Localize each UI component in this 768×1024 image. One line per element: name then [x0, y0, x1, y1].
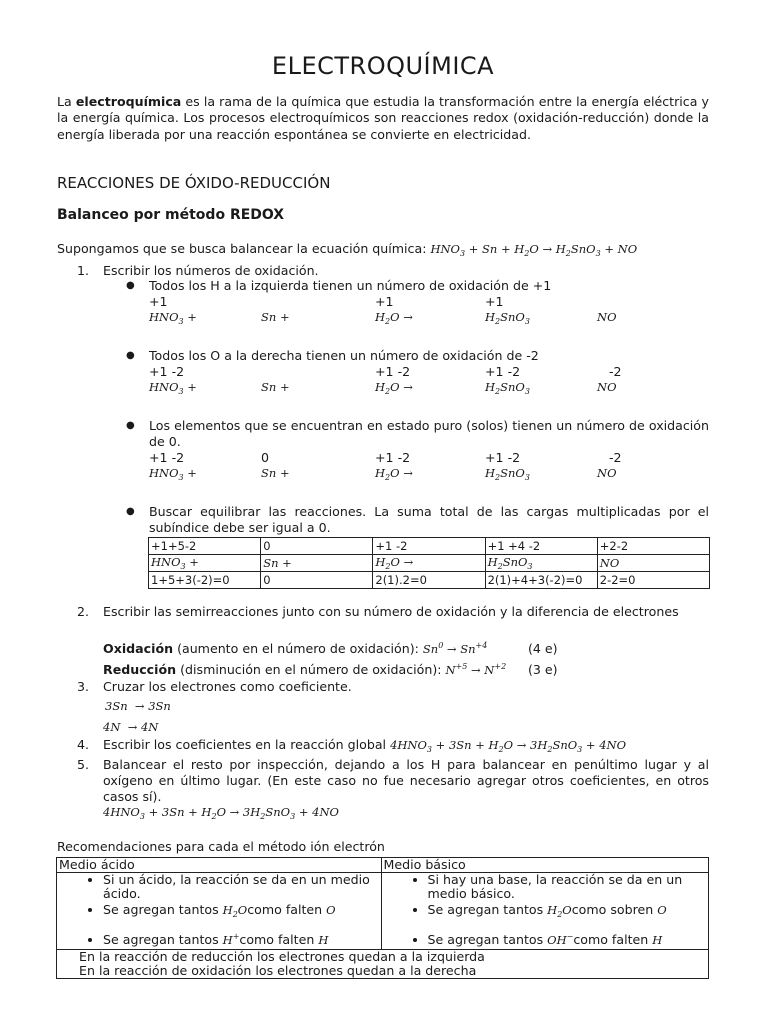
reduction-label: Reducción [103, 662, 177, 677]
reduction-equation: $N^{+5} \to N^{+2}$ [445, 662, 507, 677]
list-text: como sobren [571, 902, 658, 917]
ox-value: +1 -2 [485, 450, 521, 465]
step-3-number: 3. [77, 679, 90, 694]
intro-paragraph [57, 94, 709, 143]
ox-value: +1 [375, 294, 394, 309]
table-cell: +2-2 [597, 538, 709, 555]
bullet-icon: ● [126, 350, 135, 361]
list-text: como falten [247, 902, 327, 917]
ox-value: -2 [609, 450, 622, 465]
table-row [149, 555, 710, 572]
ox-value: +1 -2 [149, 364, 185, 379]
table-cell: $H_2O$ → [373, 555, 485, 572]
redox-balance-table [148, 537, 710, 589]
acid-medium-header: Medio ácido [57, 858, 382, 873]
list-item: • Si un ácido, la reacción se da en un medio ácido. [103, 873, 379, 901]
list-text: como falten [573, 932, 653, 947]
oxidation-label: Oxidación [103, 641, 174, 656]
ox-value: +1 -2 [485, 364, 521, 379]
bullet-icon: ● [126, 280, 135, 291]
table-cell: NO [597, 555, 709, 572]
list-text: Se agregan tantos [103, 932, 223, 947]
table-cell: 1+5+3(-2)=0 [149, 572, 261, 589]
list-item: • Si hay una base, la reacción se da en un medio básico. [428, 873, 707, 901]
list-item: • Se agregan tantos H+como falten H [103, 930, 379, 947]
step-1-number: 1. [77, 263, 90, 278]
recommend-title: Recomendaciones para cada el método ión electrón [57, 839, 385, 854]
formula-row-2: $HNO_3$ + Sn + $H_2O$ → $H_2SnO_3$ NO [149, 380, 617, 396]
step-4-number: 4. [77, 737, 90, 752]
list-item: • Se agregan tantos OH−como falten H [428, 930, 707, 947]
table-cell: +1+5-2 [149, 538, 261, 555]
ox-value: +1 -2 [375, 450, 411, 465]
bullet-icon: ● [126, 506, 135, 517]
list-text: Se agregan tantos [427, 902, 548, 917]
oxidation-line [103, 641, 487, 656]
bullet-2-text: Todos los O a la derecha tienen un número de oxidación de -2 [149, 348, 539, 363]
reduction-electrons: (3 e) [528, 662, 558, 677]
table-cell: 0 [261, 538, 373, 555]
electron-rules-cell [57, 950, 709, 979]
bullet-4-text: Buscar equilibrar las reacciones. La suma total de las cargas multiplicadas por el subíndice debe ser igual a 0. [149, 504, 709, 535]
reduction-desc: (disminución en el número de oxidación): [176, 662, 446, 677]
reduction-line [103, 662, 506, 677]
basic-medium-cell [381, 873, 709, 950]
acid-medium-cell [57, 873, 382, 950]
section-title: REACCIONES DE ÓXIDO-REDUCCIÓN [57, 174, 331, 192]
bullet-icon: ● [126, 420, 135, 431]
subsection-title: Balanceo por método REDOX [57, 207, 285, 223]
bullet-1-text: Todos los H a la izquierda tienen un número de oxidación de +1 [149, 278, 552, 293]
table-cell: +1 +4 -2 [485, 538, 597, 555]
list-item: • Se agregan tantos $H_2Ocomo$ falten O [103, 903, 379, 922]
table-cell: 0 [261, 572, 373, 589]
table-cell: +1 -2 [373, 538, 485, 555]
suppose-line [57, 241, 637, 258]
list-text: Se agregan tantos [427, 932, 548, 947]
table-row [57, 950, 709, 979]
intro-bold-term: electroquímica [75, 94, 182, 109]
table-cell: 2(1).2=0 [373, 572, 485, 589]
ox-value: +1 [149, 294, 168, 309]
oxidation-rule: En la reacción de oxidación los electrones quedan a la derecha [79, 963, 477, 978]
reduction-rule: En la reacción de reducción los electrones quedan a la izquierda [79, 949, 485, 964]
coefficient-equation: $4HNO_3 + 3Sn + H_2O \to 3H_2SnO_3 + 4NO$ [390, 738, 627, 754]
table-row [149, 572, 710, 589]
table-row [57, 873, 709, 950]
ox-value: 0 [261, 450, 270, 465]
ox-value: +1 -2 [149, 450, 185, 465]
table-cell: $HNO_3$ + [149, 555, 261, 572]
step-5-text: Balancear el resto por inspección, dejando a los H para balancear en penúltimo lugar y al oxígeno en último lugar. (En este caso no fue necesario agregar otros coeficientes, en otros casos sí). [103, 757, 709, 804]
formula-row-3: $HNO_3$ + Sn + $H_2O$ → $H_2SnO_3$ NO [149, 466, 617, 482]
ox-numbers-row-1 [149, 294, 709, 310]
ox-numbers-row-3 [149, 450, 709, 466]
ox-value: +1 -2 [375, 364, 411, 379]
basic-medium-header: Medio básico [381, 858, 709, 873]
table-row [57, 858, 709, 873]
suppose-text: Supongamos que se busca balancear la ecuación química: [57, 241, 427, 256]
global-equation: $HNO_3 + Sn + H_2O \to H_2SnO_3$ + NO [430, 242, 638, 258]
cross-equation-2: 4N → 4N [103, 720, 159, 734]
recommendations-table [56, 857, 709, 979]
oxidation-equation: $Sn^0 \to Sn^{+4}$ [422, 641, 488, 656]
bullet-3-text: Los elementos que se encuentran en estado puro (solos) tienen un número de oxidación de 0. [149, 418, 709, 449]
intro-pre: La [57, 94, 76, 109]
page-title: ELECTROQUÍMICA [271, 52, 495, 80]
table-cell: $H_2SnO_3$ [485, 555, 597, 572]
list-item: • Se agregan tantos $H_2Ocomo$ sobren O [428, 903, 707, 922]
ox-value: +1 [485, 294, 504, 309]
step-4-text: Escribir los coeficientes en la reacción global [103, 737, 387, 752]
table-cell: 2-2=0 [597, 572, 709, 589]
table-cell: Sn + [261, 555, 373, 572]
ox-numbers-row-2 [149, 364, 709, 380]
ox-value: -2 [609, 364, 622, 379]
oxidation-desc: (aumento en el número de oxidación): [173, 641, 423, 656]
step-4-line [103, 737, 626, 754]
list-text: como falten [239, 932, 319, 947]
step-5-number: 5. [77, 757, 90, 772]
step-2-number: 2. [77, 604, 90, 619]
table-cell: 2(1)+4+3(-2)=0 [485, 572, 597, 589]
intro-rest: es la rama de la química que estudia la transformación entre la energía eléctrica y la energía química. Los procesos electroquímicos son reacciones redox (oxidación-reducción) donde la energía liberada por una reacción espontánea se convierte en electricidad. [57, 94, 709, 142]
step-2-text: Escribir las semirreacciones junto con su número de oxidación y la diferencia de electrones [103, 604, 679, 619]
final-equation: $4HNO_3 + 3Sn + H_2O \to 3H_2SnO_3 + 4NO$ [103, 805, 339, 821]
list-text: Se agregan tantos [103, 902, 223, 917]
cross-equation-1: 3Sn → 3Sn [105, 699, 171, 713]
table-row [149, 538, 710, 555]
step-3-text: Cruzar los electrones como coeficiente. [103, 679, 352, 694]
step-1-text: Escribir los números de oxidación. [103, 263, 319, 278]
formula-row-1: $HNO_3$ + Sn + $H_2O$ → $H_2SnO_3$ NO [149, 310, 617, 326]
oxidation-electrons: (4 e) [528, 641, 558, 656]
